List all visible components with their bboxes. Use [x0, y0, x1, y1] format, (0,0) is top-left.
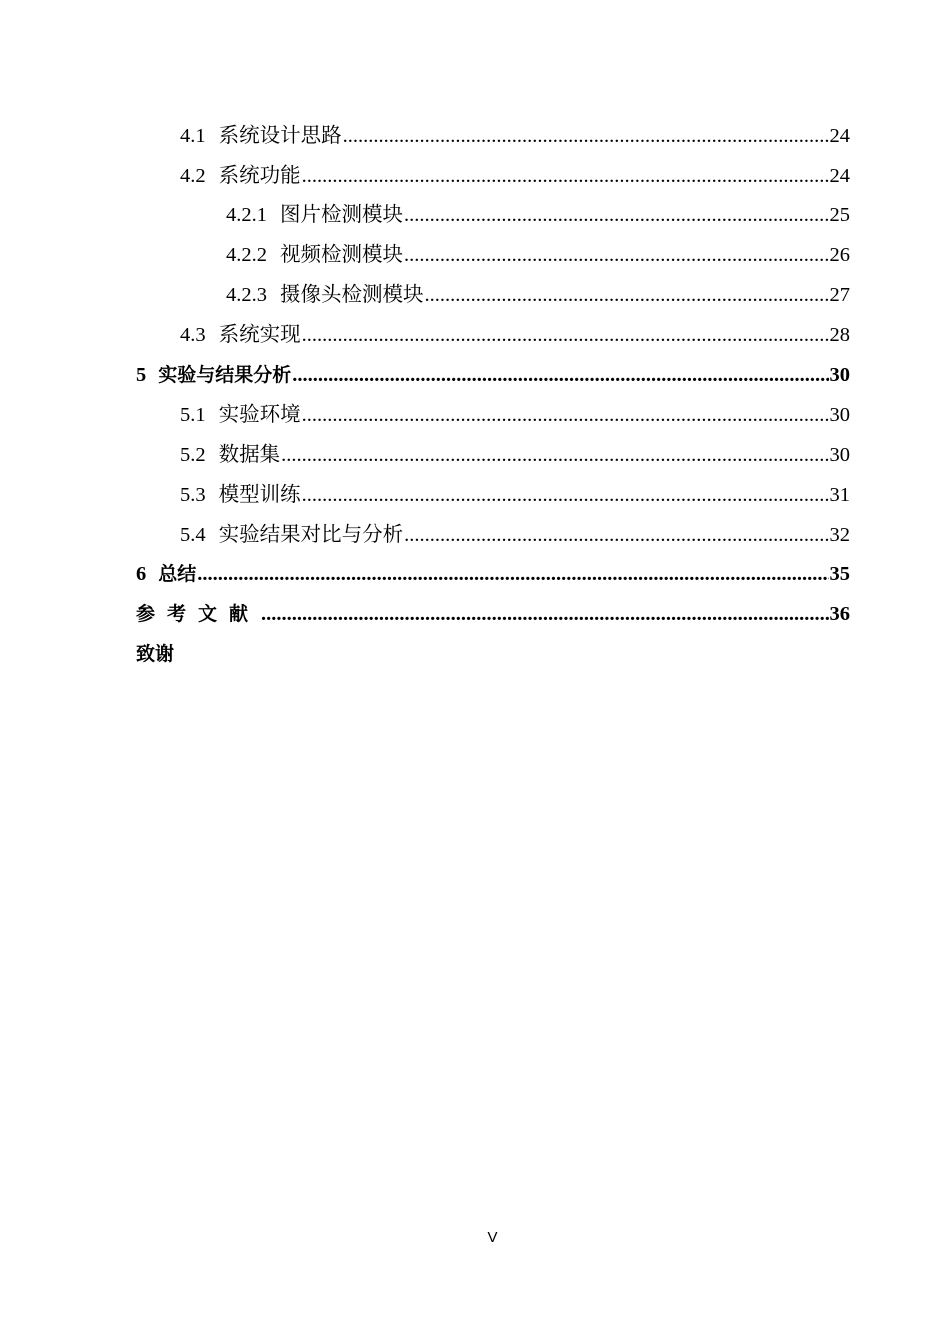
toc-entry-4-3[interactable]: [180, 320, 850, 350]
toc-entry-number: 4.2.3: [226, 284, 267, 306]
toc-entry-acknowledgements[interactable]: [136, 639, 174, 669]
toc-entry-number: 4.2.1: [226, 204, 267, 226]
toc-dot-leader: [302, 320, 829, 350]
toc-entry-number: 5.2: [180, 444, 206, 466]
toc-entry-page: 31: [829, 484, 850, 506]
toc-entry-number: 5: [136, 364, 147, 386]
toc-dot-leader: [261, 599, 828, 629]
toc-dot-leader: [292, 360, 828, 390]
toc-entry-title: 摄像头检测模块: [280, 284, 424, 306]
toc-entry-page: 26: [829, 244, 850, 266]
toc-entry-number: 4.2.2: [226, 244, 267, 266]
toc-entry-title: 实验环境: [218, 404, 301, 426]
toc-entry-4-2-3[interactable]: [226, 280, 850, 310]
toc-entry-title: 模型训练: [218, 484, 301, 506]
toc-entry-number: 4.3: [180, 324, 206, 346]
toc-entry-page: 30: [829, 404, 850, 426]
toc-entry-title: 总结: [158, 563, 197, 585]
toc-entry-title: 视频检测模块: [280, 244, 403, 266]
toc-entry-page: 28: [829, 324, 850, 346]
toc-entry-page: 30: [829, 364, 850, 386]
toc-entry-title: 数据集: [218, 444, 281, 466]
toc-dot-leader: [302, 480, 829, 510]
toc-entry-page: 36: [829, 603, 850, 625]
toc-entry-chapter-5[interactable]: [136, 360, 850, 390]
toc-entry-title: 参考文献: [136, 603, 261, 625]
toc-entry-4-2[interactable]: [180, 161, 850, 191]
toc-entry-title: 系统功能: [218, 165, 301, 187]
toc-entry-4-1[interactable]: [180, 121, 850, 151]
toc-entry-chapter-6[interactable]: [136, 559, 850, 589]
page-number: V: [487, 1229, 498, 1246]
toc-entry-page: 25: [829, 204, 850, 226]
toc-entry-title: 系统实现: [218, 324, 301, 346]
toc-entry-page: 35: [829, 563, 850, 585]
toc-dot-leader: [302, 161, 829, 191]
toc-entry-4-2-1[interactable]: [226, 200, 850, 230]
toc-entry-4-2-2[interactable]: [226, 240, 850, 270]
toc-entry-number: 6: [136, 563, 147, 585]
toc-entry-number: 4.1: [180, 125, 206, 147]
toc-entry-5-2[interactable]: [180, 440, 850, 470]
toc-entry-number: 5.3: [180, 484, 206, 506]
toc-entry-page: 24: [829, 165, 850, 187]
toc-dot-leader: [404, 200, 829, 230]
toc-dot-leader: [404, 520, 828, 550]
toc-entry-5-1[interactable]: [180, 400, 850, 430]
toc-entry-title: 实验与结果分析: [158, 364, 292, 386]
toc-entry-number: 5.1: [180, 404, 206, 426]
toc-dot-leader: [404, 240, 829, 270]
toc-dot-leader: [425, 280, 829, 310]
toc-dot-leader: [302, 400, 829, 430]
toc-entry-page: 24: [829, 125, 850, 147]
toc-entry-number: 4.2: [180, 165, 206, 187]
toc-entry-number: 5.4: [180, 524, 206, 546]
toc-entry-5-3[interactable]: [180, 480, 850, 510]
toc-dot-leader: [343, 121, 829, 151]
toc-entry-page: 30: [829, 444, 850, 466]
toc-dot-leader: [281, 440, 828, 470]
toc-entry-title: 实验结果对比与分析: [218, 524, 404, 546]
toc-entry-title: 致谢: [136, 643, 175, 665]
toc-entry-title: 图片检测模块: [280, 204, 403, 226]
toc-entry-page: 32: [829, 524, 850, 546]
toc-entry-page: 27: [829, 284, 850, 306]
toc-entry-5-4[interactable]: [180, 520, 850, 550]
toc-entry-title: 系统设计思路: [218, 125, 342, 147]
toc-entry-references[interactable]: [136, 599, 850, 629]
toc-dot-leader: [197, 559, 828, 589]
